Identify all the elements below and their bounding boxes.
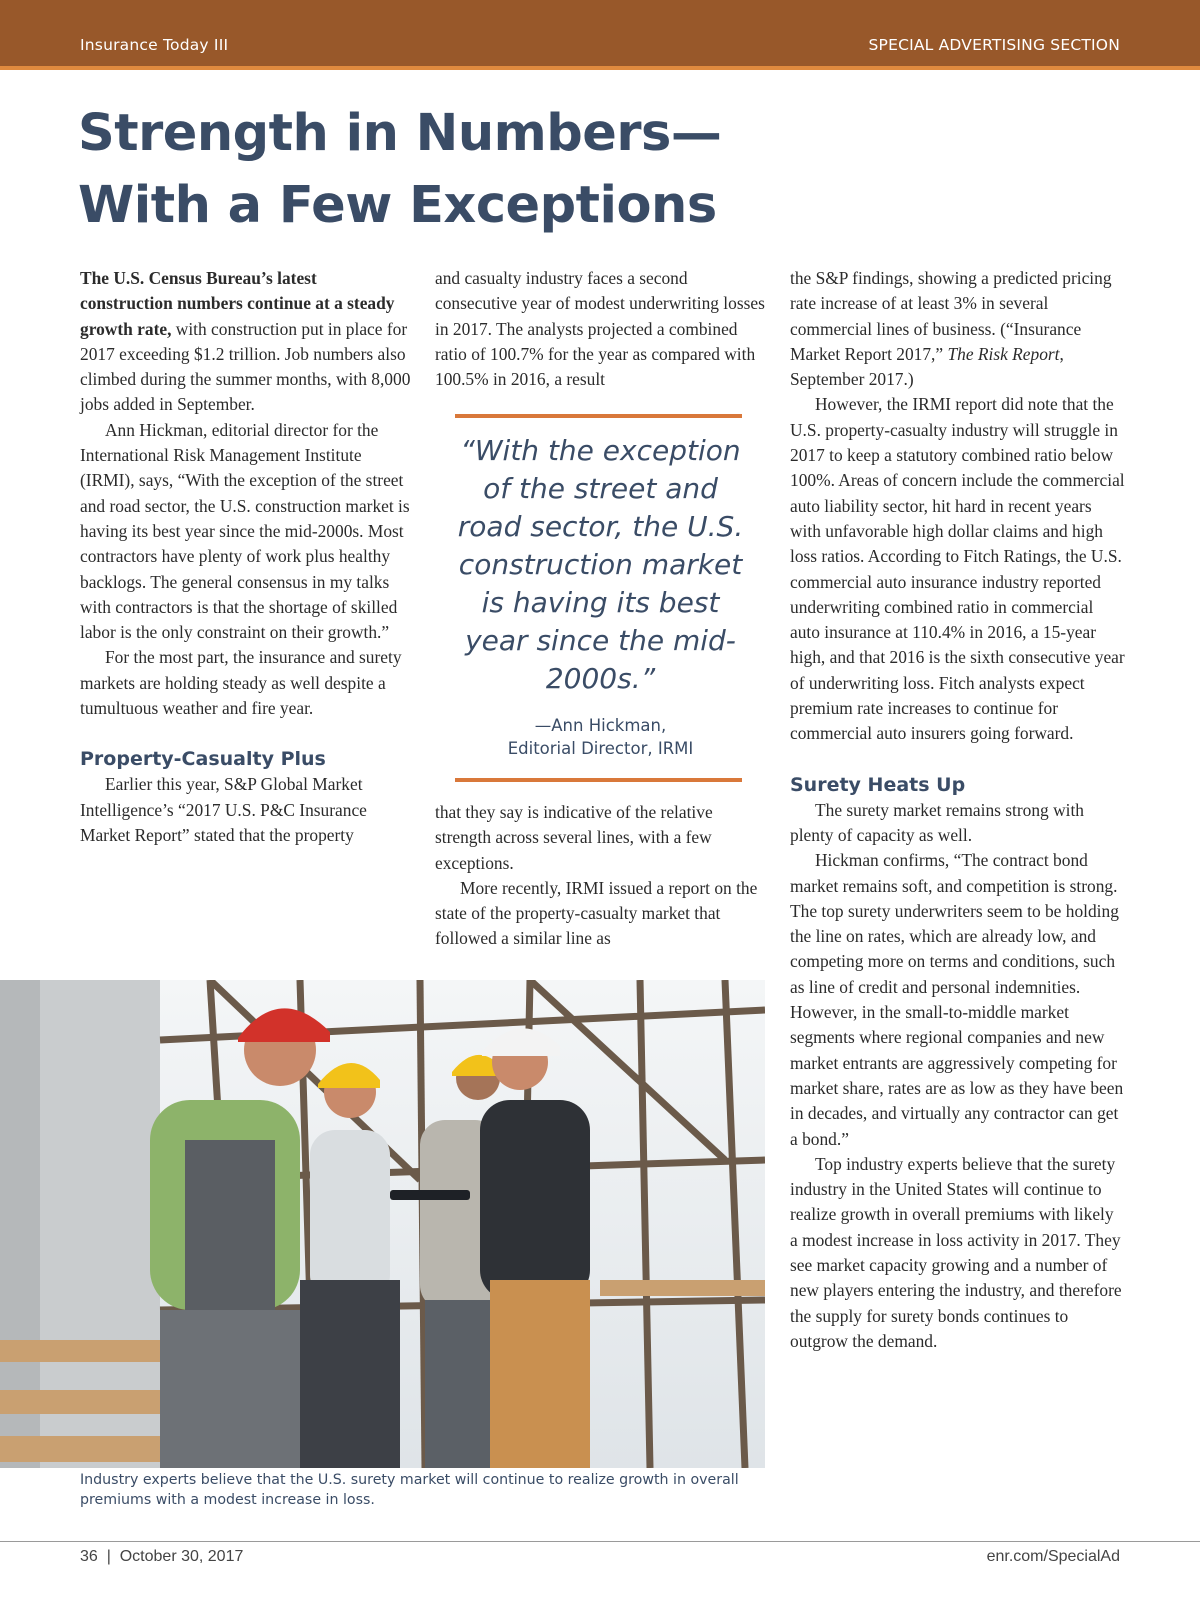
subhead-property-casualty: Property-Casualty Plus bbox=[80, 748, 326, 771]
paragraph: More recently, IRMI issued a report on the state of the property-casualty market that followed a similar line as bbox=[435, 877, 758, 949]
header-accent-line bbox=[0, 66, 1200, 70]
pullquote-bottom-rule bbox=[455, 778, 742, 782]
paragraph: The surety market remains strong with plenty of capacity as well. bbox=[790, 799, 1085, 845]
column-2-top bbox=[435, 266, 768, 392]
text-span: the S&P findings, showing a predicted pricing rate increase of at least 3% in several commercial lines of business. (“Insurance Market Report 2017,” bbox=[790, 268, 1112, 364]
photo-caption: Industry experts believe that the U.S. surety market will continue to realize growth in overall premiums with a modest increase in loss. bbox=[80, 1472, 739, 1508]
pullquote-top-rule bbox=[455, 414, 742, 418]
title-line-1: Strength in Numbers— bbox=[78, 104, 722, 163]
column-3 bbox=[790, 266, 1125, 1354]
lead-rest-text: with construction put in place for 2017 exceeding $1.2 trillion. Job numbers also climbed during the summer months, with 8,000 jobs added in September. bbox=[80, 318, 411, 415]
pullquote-text: “With the exception of the street and road sector, the U.S. construction market is having its best year since the mid-2000s.” bbox=[457, 434, 744, 695]
paragraph: Top industry experts believe that the surety industry in the United States will continue to realize growth in overall premiums with likely a modest increase in loss activity in 2017. They see market capacity growing and a number of new players entering the industry, and therefore the supply for surety bonds continues to outgrow the demand. bbox=[790, 1153, 1122, 1351]
paragraph: that they say is indicative of the relative strength across several lines, with a few exceptions. bbox=[435, 802, 713, 873]
paragraph: Earlier this year, S&P Global Market Intelligence’s “2017 U.S. P&C Insurance Market Report” stated that the property bbox=[80, 774, 367, 845]
publication-name-italic: The Risk Report bbox=[947, 343, 1060, 364]
paragraph: However, the IRMI report did note that the U.S. property-casualty industry will struggle in 2017 to keep a statutory combined ratio below 100%. Areas of concern include the commercial auto liability sector, hit hard in recent years with unfavorable high dollar claims and high loss ratios. According to Fitch Ratings, the U.S. commercial auto insurance industry reported underwriting combined ratio in commercial auto insurance at 110.4% in 2016, a 15-year high, and that 2016 is the sixth consecutive year of underwriting loss. Fitch analysts expect premium rate increases to continue for commercial auto insurers going forward. bbox=[790, 394, 1125, 744]
construction-workers-photo bbox=[0, 980, 765, 1468]
footer-divider bbox=[0, 1541, 1200, 1542]
footer-url: enr.com/SpecialAd bbox=[986, 1548, 1120, 1565]
subhead-surety-heats-up: Surety Heats Up bbox=[790, 773, 966, 796]
lead-bold-text: The U.S. Census Bureau’s latest construction numbers continue at a steady growth rate, bbox=[80, 268, 395, 339]
photo-illustration bbox=[0, 980, 765, 1468]
pullquote-attribution bbox=[448, 714, 753, 760]
paragraph: For the most part, the insurance and surety markets are holding steady as well despite a tumultuous weather and fire year. bbox=[80, 647, 402, 719]
paragraph bbox=[790, 266, 1125, 392]
paragraph: Hickman confirms, “The contract bond market remains soft, and competition is strong. The top surety underwriters seem to be holding the line on rates, which are already low, and competing more on terms and conditions, such as line of credit and personal indemnities. However, in the small-to-middle market segments where regional companies and new market entrants are aggressively competing for market share, rates are as low as they have been in decades, and virtually any contractor can get a bond.” bbox=[790, 850, 1124, 1149]
column-1 bbox=[80, 266, 413, 848]
header-bar bbox=[0, 0, 1200, 66]
article-title bbox=[78, 98, 778, 242]
publication-section-name: Insurance Today III bbox=[80, 36, 229, 54]
paragraph: Ann Hickman, editorial director for the International Risk Management Institute (IRMI), says, “With the exception of the street and road sector, the U.S. construction market is having its best year since the mid-2000s. Most contractors have plenty of work plus healthy backlogs. The general consensus in my talks with contractors is that the shortage of skilled labor is the only constraint on their growth.” bbox=[80, 419, 410, 643]
text-span: , September 2017.) bbox=[790, 343, 1064, 390]
lead-paragraph bbox=[80, 266, 413, 418]
column-2-bottom bbox=[435, 800, 768, 952]
attribution-title: Editorial Director, IRMI bbox=[507, 739, 694, 758]
title-line-2: With a Few Exceptions bbox=[78, 176, 717, 235]
special-advertising-label: SPECIAL ADVERTISING SECTION bbox=[868, 36, 1120, 54]
paragraph: and casualty industry faces a second consecutive year of modest underwriting losses in 2017. The analysts projected a combined ratio of 100.7% for the year as compared with 100.5% in 2016, a result bbox=[435, 268, 765, 390]
page-number-date: 36 | October 30, 2017 bbox=[80, 1548, 244, 1565]
attribution-name: —Ann Hickman, bbox=[534, 716, 667, 735]
